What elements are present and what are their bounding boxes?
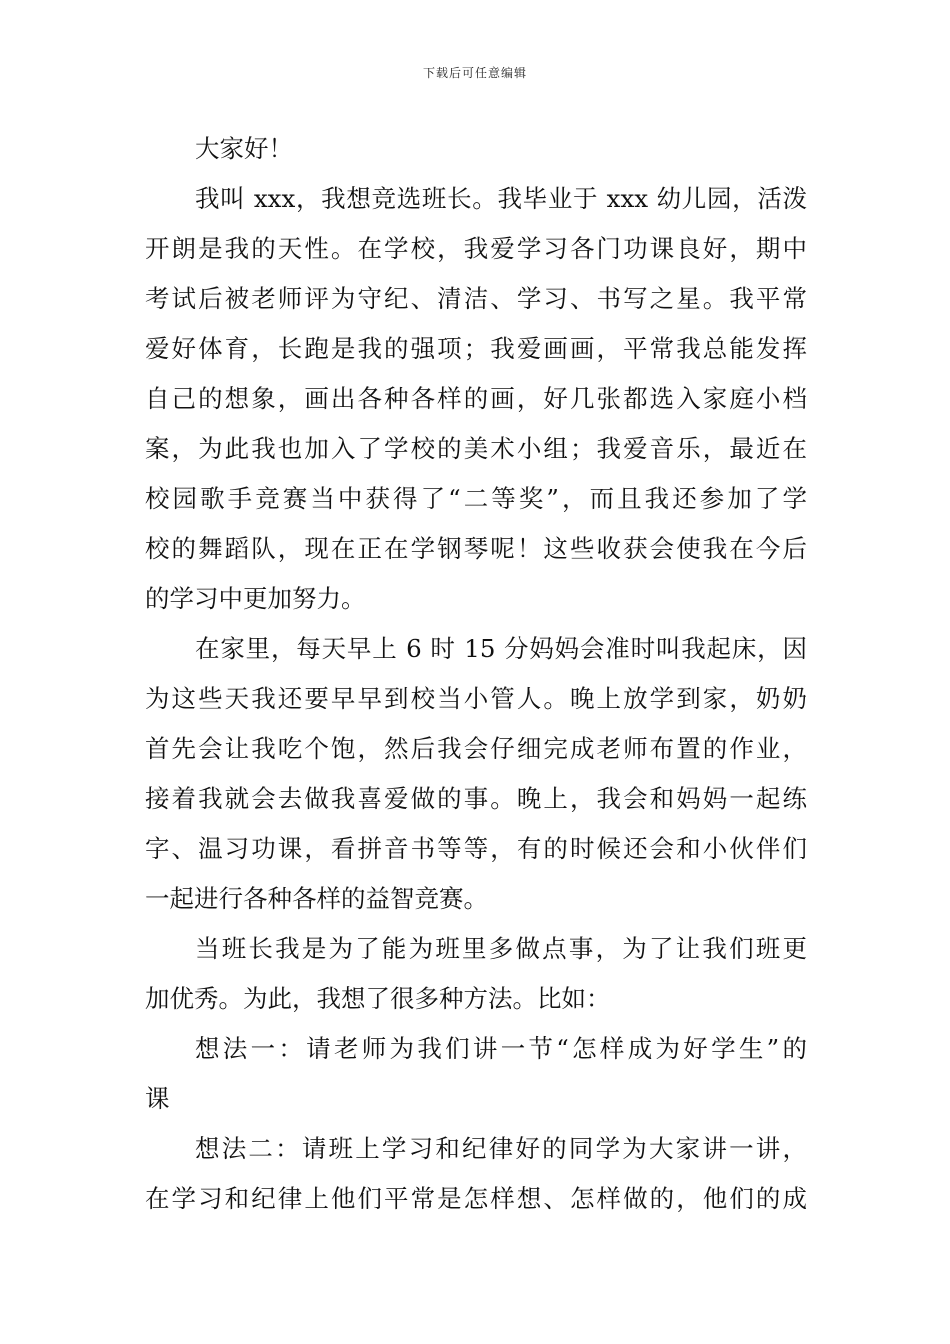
text-line: 字、温习功课，看拼音书等等，有的时候还会和小伙伴们	[145, 834, 807, 863]
page-header: 下载后可任意编辑	[422, 66, 527, 80]
text-line: 加优秀。为此，我想了很多种方法。比如：	[145, 984, 611, 1013]
paragraph-idea-one	[145, 1024, 807, 1124]
text-line: 案，为此我也加入了学校的美术小组；我爱音乐，最近在	[145, 434, 807, 463]
paragraph-idea-two	[145, 1124, 807, 1224]
paragraph-home-life	[145, 624, 807, 924]
text-line: 一起进行各种各样的益智竞赛。	[145, 884, 488, 913]
text-line: 在学习和纪律上他们平常是怎样想、怎样做的，他们的成	[145, 1184, 807, 1213]
text-line: 当班长我是为了能为班里多做点事，为了让我们班更	[195, 934, 807, 963]
paragraph-motivation	[145, 924, 807, 1024]
text-line: 在家里，每天早上 6 时 15 分妈妈会准时叫我起床，因	[195, 634, 807, 663]
text-line: 为这些天我还要早早到校当小管人。晚上放学到家，奶奶	[145, 684, 807, 713]
text-line: 的学习中更加努力。	[145, 584, 366, 613]
paragraph-introduction	[145, 174, 807, 624]
text-line: 大家好！	[195, 134, 293, 163]
text-line: 课	[145, 1084, 170, 1113]
text-line: 自己的想象，画出各种各样的画，好几张都选入家庭小档	[145, 384, 807, 413]
text-line: 开朗是我的天性。在学校，我爱学习各门功课良好，期中	[145, 234, 807, 263]
document-body	[145, 124, 807, 1224]
text-line: 考试后被老师评为守纪、清洁、学习、书写之星。我平常	[145, 284, 807, 313]
text-line: 校的舞蹈队，现在正在学钢琴呢！这些收获会使我在今后	[145, 534, 807, 563]
text-line: 爱好体育，长跑是我的强项；我爱画画，平常我总能发挥	[145, 334, 807, 363]
text-line: 校园歌手竞赛当中获得了“二等奖”，而且我还参加了学	[145, 484, 807, 513]
text-line: 我叫 xxx，我想竞选班长。我毕业于 xxx 幼儿园，活泼	[195, 184, 807, 213]
paragraph-greeting	[145, 124, 807, 174]
text-line: 想法二：请班上学习和纪律好的同学为大家讲一讲，	[195, 1134, 807, 1163]
text-line: 接着我就会去做我喜爱做的事。晚上，我会和妈妈一起练	[145, 784, 807, 813]
text-line: 首先会让我吃个饱，然后我会仔细完成老师布置的作业，	[145, 734, 807, 763]
text-line: 想法一：请老师为我们讲一节“怎样成为好学生”的	[195, 1034, 807, 1063]
